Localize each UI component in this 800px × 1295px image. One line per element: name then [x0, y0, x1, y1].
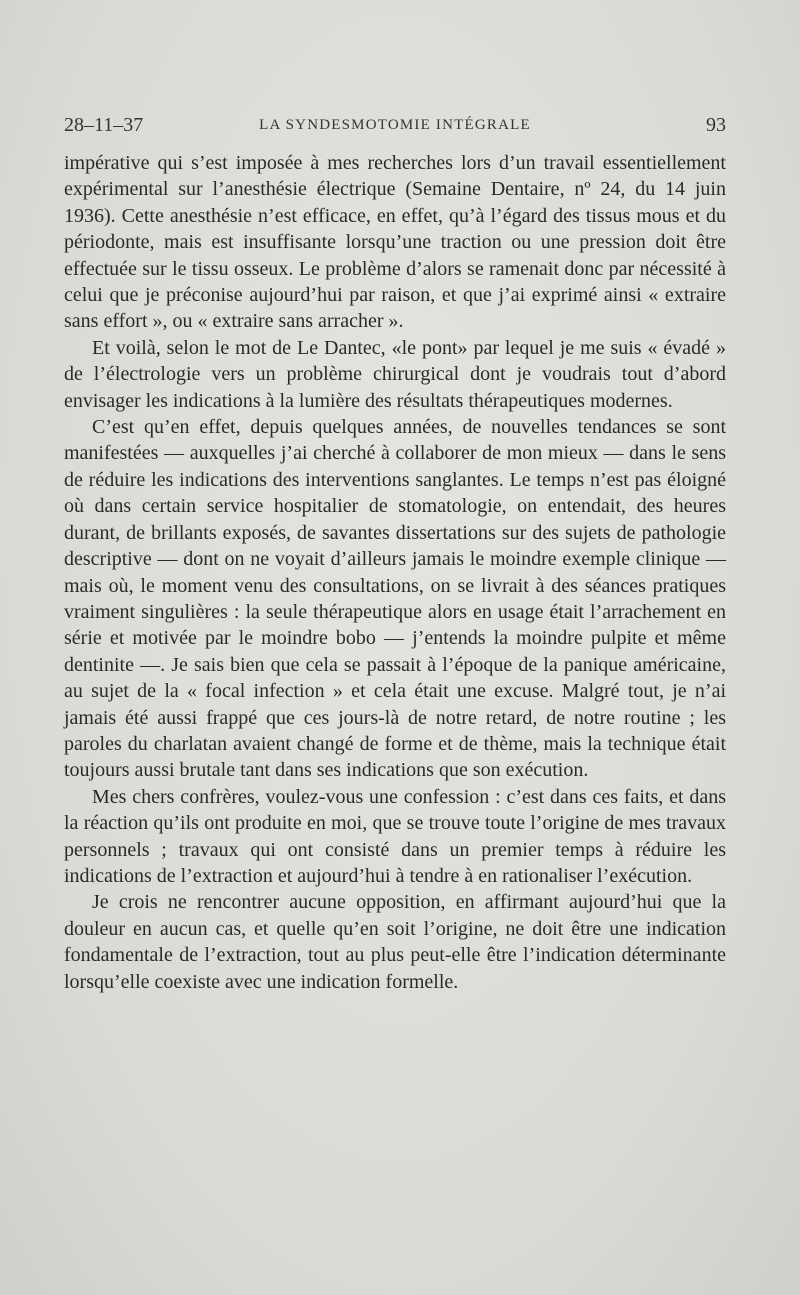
paragraph: Je crois ne rencontrer aucune opposition, en affirmant aujourd’hui que la douleur en aucun cas, et quelle qu’en soit l’origine, ne doit être une indication fondamentale de l’extraction, tout au plus peut-elle être l’indication déterminante lorsqu’elle coexiste avec une indication formelle.: [64, 891, 726, 993]
paragraph: impérative qui s’est imposée à mes recherches lors d’un travail essentiellement expérimental sur l’anesthésie électrique (Semaine Dentaire, nº 24, du 14 juin 1936). Cette anesthésie n’est efficace, en effet, qu’à l’égard des tissus mous et du périodonte, mais est insuffisante lorsqu’une traction ou une pression doit être effectuée sur le tissu osseux. Le problème d’alors se ramenait donc par nécessité à celui que je préconise aujourd’hui par raison, et que j’ai exprimé ainsi « extraire sans effort », ou « extraire sans arracher ».: [64, 152, 726, 333]
running-header: [64, 114, 726, 140]
running-title: LA SYNDESMOTOMIE INTÉGRALE: [259, 117, 531, 133]
page-number: 93: [706, 114, 726, 136]
paragraph: Et voilà, selon le mot de Le Dantec, «le pont» par lequel je me suis « évadé » de l’électrologie vers un problème chirurgical dont je voudrais tout d’abord envisager les indications à la lumière des résultats thérapeutiques modernes.: [64, 336, 726, 412]
paragraph: C’est qu’en effet, depuis quelques années, de nouvelles tendances se sont manifestées — auxquelles j’ai cherché à collaborer de mon mieux — dans le sens de réduire les indications des interventions sanglantes. Le temps n’est pas éloigné où dans certain service hospitalier de stomatologie, on entendait, des heures durant, de brillants exposés, de savantes dissertations sur des sujets de pathologie descriptive — dont on ne voyait d’ailleurs jamais le moindre exemple clinique — mais où, le moment venu des consultations, on se livrait à des séances pratiques vraiment singulières : la seule thérapeutique alors en usage était l’arrachement en série et motivée par le moindre bobo — j’entends la moindre pulpite et même dentinite —. Je sais bien que cela se passait à l’époque de la panique américaine, au sujet de la « focal infection » et cela était une excuse. Malgré tout, je n’ai jamais été aussi frappé que ces jours-là de notre retard, de notre routine ; les paroles du charlatan avaient changé de forme et de thème, mais la technique était toujours aussi brutale tant dans ses indications que son exécution.: [64, 416, 726, 782]
body-text: [64, 150, 726, 995]
paragraph: Mes chers confrères, voulez-vous une confession : c’est dans ces faits, et dans la réaction qu’ils ont produite en moi, que se trouve toute l’origine de mes travaux personnels ; travaux qui ont consisté dans un premier temps à réduire les indications de l’extraction et aujourd’hui à tendre à en rationaliser l’exécution.: [64, 785, 726, 887]
header-date: 28–11–37: [64, 114, 144, 136]
